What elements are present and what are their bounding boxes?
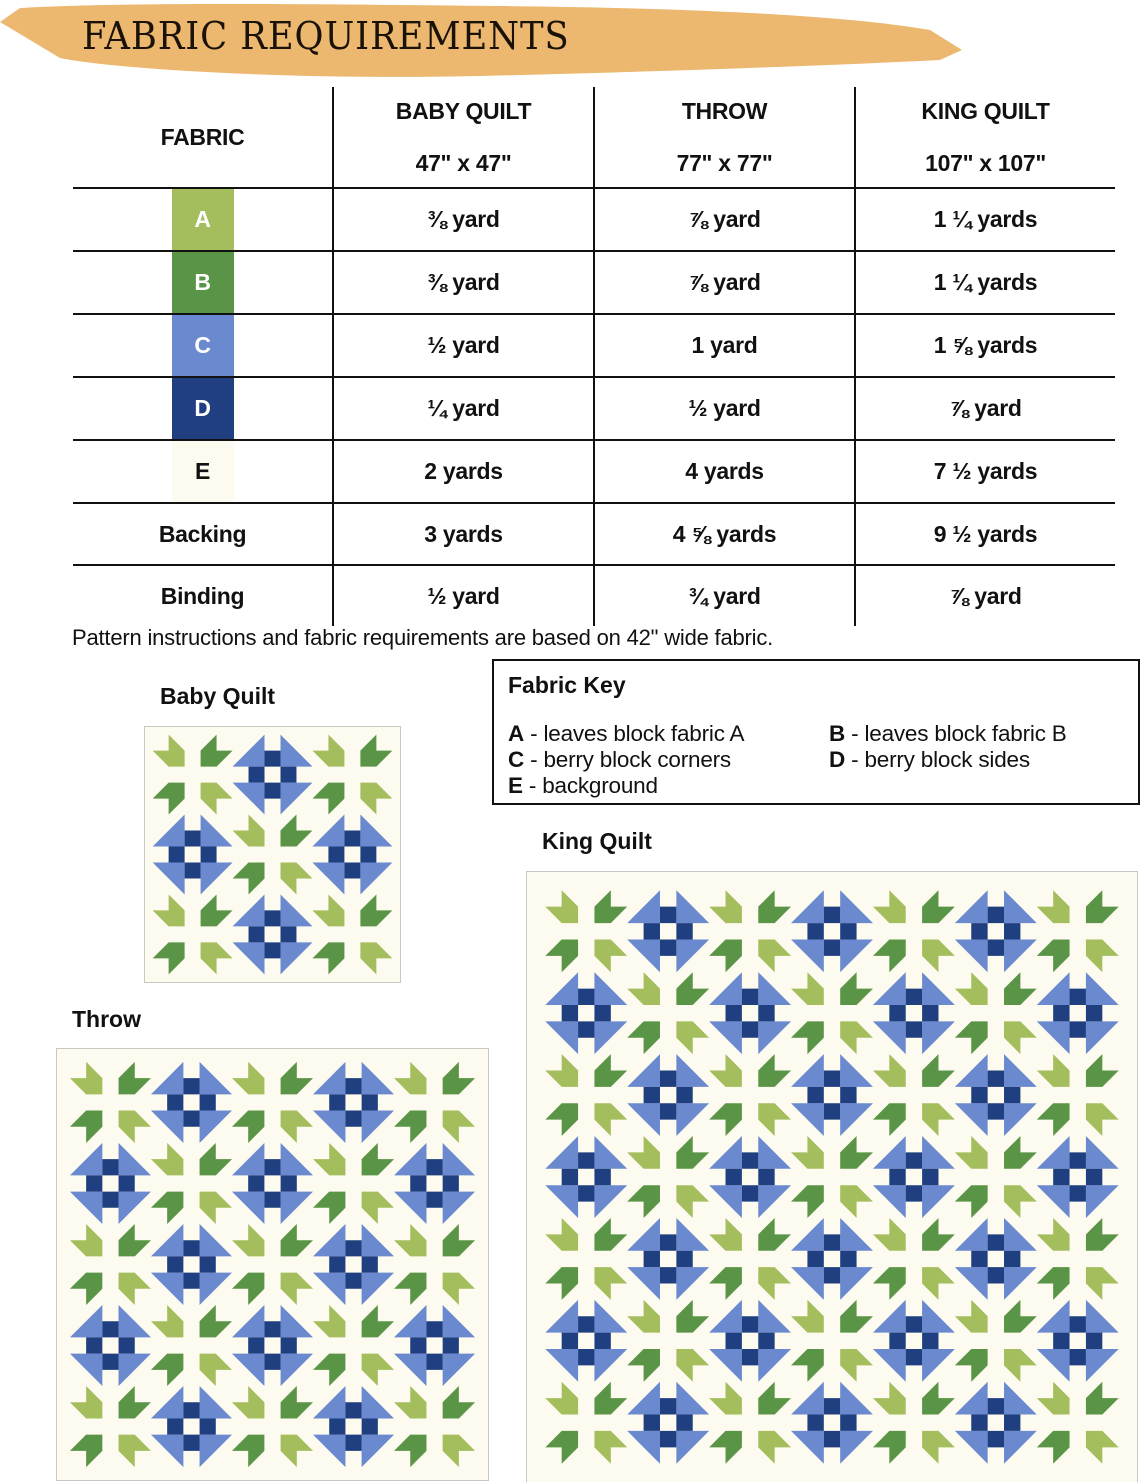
berry-side-square bbox=[86, 1175, 102, 1191]
berry-side-square bbox=[988, 907, 1004, 923]
berry-side-square bbox=[742, 1185, 758, 1201]
berry-side-square bbox=[644, 1251, 660, 1267]
fabric-swatch-c: C bbox=[172, 315, 234, 376]
yardage-cell: 1 ⅝ yards bbox=[855, 314, 1115, 377]
fabric-cell bbox=[73, 314, 333, 377]
berry-side-square bbox=[102, 1192, 118, 1208]
quilt-background bbox=[527, 872, 1137, 1482]
berry-side-square bbox=[840, 1251, 856, 1267]
yardage-cell: ⅞ yard bbox=[594, 188, 855, 251]
berry-side-square bbox=[840, 923, 856, 939]
berry-side-square bbox=[249, 767, 265, 783]
berry-side-square bbox=[1070, 1021, 1086, 1037]
berry-side-square bbox=[971, 1415, 987, 1431]
berry-side-square bbox=[281, 1175, 297, 1191]
table-row bbox=[73, 314, 1115, 377]
berry-side-square bbox=[906, 1349, 922, 1365]
berry-side-square bbox=[922, 1169, 938, 1185]
berry-side-square bbox=[676, 1415, 692, 1431]
yardage-cell: ½ yard bbox=[333, 314, 594, 377]
berry-side-square bbox=[265, 751, 281, 767]
berry-side-square bbox=[660, 1398, 676, 1414]
berry-side-square bbox=[328, 847, 344, 863]
key-item-d: D - berry block sides bbox=[829, 747, 1030, 772]
yardage-cell: ¼ yard bbox=[333, 377, 594, 440]
berry-side-square bbox=[200, 1256, 216, 1272]
berry-side-square bbox=[265, 910, 281, 926]
header-king bbox=[855, 87, 1115, 188]
yardage-cell: ½ yard bbox=[594, 377, 855, 440]
berry-side-square bbox=[102, 1354, 118, 1370]
berry-side-square bbox=[1086, 1169, 1102, 1185]
yardage-cell: ⅞ yard bbox=[855, 565, 1115, 626]
berry-side-square bbox=[676, 1251, 692, 1267]
header-throw bbox=[594, 87, 855, 188]
berry-side-square bbox=[280, 926, 296, 942]
baby-quilt-diagram bbox=[145, 727, 400, 982]
berry-side-square bbox=[1004, 923, 1020, 939]
berry-side-square bbox=[426, 1159, 442, 1175]
fabric-swatch-e: E bbox=[172, 441, 234, 502]
berry-side-square bbox=[1053, 1333, 1069, 1349]
berry-side-square bbox=[644, 923, 660, 939]
berry-side-square bbox=[329, 1094, 345, 1110]
berry-side-square bbox=[1070, 1316, 1086, 1332]
berry-side-square bbox=[264, 1159, 280, 1175]
berry-side-square bbox=[578, 1152, 594, 1168]
fabric-swatch-b: B bbox=[172, 252, 234, 313]
berry-side-square bbox=[742, 1021, 758, 1037]
berry-side-square bbox=[660, 1234, 676, 1250]
berry-side-square bbox=[824, 1234, 840, 1250]
king-quilt-diagram bbox=[527, 872, 1137, 1482]
header-baby bbox=[333, 87, 594, 188]
berry-side-square bbox=[102, 1159, 118, 1175]
berry-side-square bbox=[988, 939, 1004, 955]
fabric-cell bbox=[73, 251, 333, 314]
berry-side-square bbox=[345, 1078, 361, 1094]
berry-side-square bbox=[971, 1087, 987, 1103]
yardage-cell: 4 yards bbox=[594, 440, 855, 503]
berry-side-square bbox=[807, 923, 823, 939]
berry-side-square bbox=[988, 1234, 1004, 1250]
berry-side-square bbox=[345, 1402, 361, 1418]
yardage-cell: ⅜ yard bbox=[333, 188, 594, 251]
table-row bbox=[73, 377, 1115, 440]
berry-side-square bbox=[742, 989, 758, 1005]
berry-side-square bbox=[758, 1005, 774, 1021]
berry-side-square bbox=[906, 1021, 922, 1037]
berry-side-square bbox=[988, 1071, 1004, 1087]
berry-side-square bbox=[183, 1111, 199, 1127]
berry-side-square bbox=[660, 907, 676, 923]
yardage-cell: 3 yards bbox=[333, 503, 594, 565]
berry-side-square bbox=[344, 862, 360, 878]
berry-side-square bbox=[410, 1337, 426, 1353]
yardage-cell: ½ yard bbox=[333, 565, 594, 626]
berry-side-square bbox=[807, 1087, 823, 1103]
berry-side-square bbox=[249, 926, 265, 942]
fabric-swatch-d: D bbox=[172, 378, 234, 439]
berry-side-square bbox=[644, 1415, 660, 1431]
berry-side-square bbox=[1053, 1169, 1069, 1185]
berry-side-square bbox=[185, 831, 201, 847]
berry-side-square bbox=[265, 942, 281, 958]
berry-side-square bbox=[443, 1175, 459, 1191]
berry-side-square bbox=[824, 939, 840, 955]
berry-side-square bbox=[971, 923, 987, 939]
berry-side-square bbox=[183, 1435, 199, 1451]
berry-side-square bbox=[578, 1021, 594, 1037]
yardage-cell: 9 ½ yards bbox=[855, 503, 1115, 565]
berry-side-square bbox=[264, 1354, 280, 1370]
berry-side-square bbox=[1070, 989, 1086, 1005]
berry-side-square bbox=[758, 1333, 774, 1349]
yardage-cell: 4 ⅝ yards bbox=[594, 503, 855, 565]
berry-side-square bbox=[594, 1333, 610, 1349]
berry-side-square bbox=[248, 1175, 264, 1191]
berry-side-square bbox=[922, 1333, 938, 1349]
berry-side-square bbox=[200, 1418, 216, 1434]
berry-side-square bbox=[248, 1337, 264, 1353]
berry-side-square bbox=[578, 1349, 594, 1365]
berry-side-square bbox=[410, 1175, 426, 1191]
berry-side-square bbox=[824, 1398, 840, 1414]
berry-side-square bbox=[183, 1402, 199, 1418]
fabric-requirements-table bbox=[73, 87, 1115, 626]
column-size: 47" x 47" bbox=[415, 150, 512, 176]
berry-side-square bbox=[280, 767, 296, 783]
column-size: 77" x 77" bbox=[676, 150, 773, 176]
berry-side-square bbox=[562, 1169, 578, 1185]
berry-side-square bbox=[644, 1087, 660, 1103]
berry-side-square bbox=[426, 1321, 442, 1337]
yardage-cell: 2 yards bbox=[333, 440, 594, 503]
berry-side-square bbox=[988, 1431, 1004, 1447]
key-item-c: C - berry block corners bbox=[508, 747, 731, 772]
berry-side-square bbox=[676, 923, 692, 939]
fabric-width-note: Pattern instructions and fabric requirements are based on 42" wide fabric. bbox=[72, 625, 774, 650]
berry-side-square bbox=[360, 847, 376, 863]
berry-side-square bbox=[345, 1111, 361, 1127]
berry-side-square bbox=[824, 907, 840, 923]
fabric-key-title: Fabric Key bbox=[508, 672, 626, 698]
key-item-a: A - leaves block fabric A bbox=[508, 721, 745, 746]
berry-side-square bbox=[594, 1005, 610, 1021]
berry-side-square bbox=[906, 1185, 922, 1201]
column-name: THROW bbox=[681, 98, 768, 124]
key-item-e: E - background bbox=[508, 773, 658, 798]
berry-side-square bbox=[660, 1103, 676, 1119]
berry-side-square bbox=[1004, 1087, 1020, 1103]
berry-side-square bbox=[889, 1005, 905, 1021]
berry-side-square bbox=[169, 847, 185, 863]
table-row bbox=[73, 251, 1115, 314]
berry-side-square bbox=[265, 783, 281, 799]
berry-side-square bbox=[922, 1005, 938, 1021]
berry-side-square bbox=[345, 1273, 361, 1289]
fabric-swatch-a: A bbox=[172, 189, 234, 250]
berry-side-square bbox=[1053, 1005, 1069, 1021]
fabric-key bbox=[492, 659, 1140, 805]
column-name: KING QUILT bbox=[921, 98, 1050, 124]
yardage-cell: 1 ¼ yards bbox=[855, 251, 1115, 314]
table-row bbox=[73, 503, 1115, 565]
fabric-cell bbox=[73, 440, 333, 503]
berry-side-square bbox=[426, 1192, 442, 1208]
berry-side-square bbox=[578, 989, 594, 1005]
berry-side-square bbox=[660, 1267, 676, 1283]
fabric-cell bbox=[73, 188, 333, 251]
berry-side-square bbox=[889, 1169, 905, 1185]
berry-side-square bbox=[183, 1273, 199, 1289]
berry-side-square bbox=[345, 1240, 361, 1256]
header-fabric: FABRIC bbox=[160, 123, 245, 150]
berry-side-square bbox=[102, 1321, 118, 1337]
berry-side-square bbox=[807, 1415, 823, 1431]
yardage-cell: 7 ½ yards bbox=[855, 440, 1115, 503]
berry-side-square bbox=[562, 1333, 578, 1349]
berry-side-square bbox=[578, 1185, 594, 1201]
berry-side-square bbox=[840, 1087, 856, 1103]
berry-side-square bbox=[742, 1316, 758, 1332]
table-row bbox=[73, 188, 1115, 251]
berry-side-square bbox=[329, 1418, 345, 1434]
berry-side-square bbox=[742, 1152, 758, 1168]
berry-side-square bbox=[119, 1337, 135, 1353]
fabric-cell: Binding bbox=[73, 565, 333, 626]
berry-side-square bbox=[362, 1418, 378, 1434]
berry-side-square bbox=[988, 1103, 1004, 1119]
yardage-cell: ⅞ yard bbox=[855, 377, 1115, 440]
berry-side-square bbox=[758, 1169, 774, 1185]
table-row bbox=[73, 440, 1115, 503]
column-name: BABY QUILT bbox=[395, 98, 532, 124]
berry-side-square bbox=[824, 1431, 840, 1447]
berry-side-square bbox=[726, 1333, 742, 1349]
berry-side-square bbox=[660, 1431, 676, 1447]
berry-side-square bbox=[988, 1267, 1004, 1283]
yardage-cell: 1 yard bbox=[594, 314, 855, 377]
berry-side-square bbox=[971, 1251, 987, 1267]
berry-side-square bbox=[1070, 1349, 1086, 1365]
king-quilt-label: King Quilt bbox=[542, 828, 652, 854]
berry-side-square bbox=[660, 1071, 676, 1087]
berry-side-square bbox=[443, 1337, 459, 1353]
berry-side-square bbox=[167, 1094, 183, 1110]
berry-side-square bbox=[362, 1256, 378, 1272]
berry-side-square bbox=[1086, 1333, 1102, 1349]
berry-side-square bbox=[840, 1415, 856, 1431]
berry-side-square bbox=[594, 1169, 610, 1185]
berry-side-square bbox=[578, 1316, 594, 1332]
berry-side-square bbox=[426, 1354, 442, 1370]
berry-side-square bbox=[562, 1005, 578, 1021]
berry-side-square bbox=[200, 1094, 216, 1110]
key-item-b: B - leaves block fabric B bbox=[829, 721, 1067, 746]
berry-side-square bbox=[329, 1256, 345, 1272]
berry-side-square bbox=[824, 1267, 840, 1283]
berry-side-square bbox=[1070, 1185, 1086, 1201]
berry-side-square bbox=[906, 1316, 922, 1332]
berry-side-square bbox=[344, 831, 360, 847]
berry-side-square bbox=[119, 1175, 135, 1191]
column-size: 107" x 107" bbox=[925, 150, 1046, 176]
berry-side-square bbox=[345, 1435, 361, 1451]
berry-side-square bbox=[676, 1087, 692, 1103]
berry-side-square bbox=[906, 989, 922, 1005]
table-row bbox=[73, 565, 1115, 626]
berry-side-square bbox=[1004, 1415, 1020, 1431]
berry-side-square bbox=[824, 1071, 840, 1087]
berry-side-square bbox=[660, 939, 676, 955]
fabric-cell bbox=[73, 377, 333, 440]
yardage-cell: ¾ yard bbox=[594, 565, 855, 626]
yardage-cell: 1 ¼ yards bbox=[855, 188, 1115, 251]
berry-side-square bbox=[807, 1251, 823, 1267]
berry-side-square bbox=[183, 1240, 199, 1256]
berry-side-square bbox=[1070, 1152, 1086, 1168]
berry-side-square bbox=[183, 1078, 199, 1094]
berry-side-square bbox=[264, 1321, 280, 1337]
berry-side-square bbox=[889, 1333, 905, 1349]
baby-quilt-label: Baby Quilt bbox=[160, 683, 276, 709]
page-title: FABRIC REQUIREMENTS bbox=[82, 14, 570, 58]
berry-side-square bbox=[86, 1337, 102, 1353]
fabric-cell: Backing bbox=[73, 503, 333, 565]
yardage-cell: ⅜ yard bbox=[333, 251, 594, 314]
berry-side-square bbox=[906, 1152, 922, 1168]
berry-side-square bbox=[362, 1094, 378, 1110]
berry-side-square bbox=[185, 862, 201, 878]
berry-side-square bbox=[726, 1169, 742, 1185]
berry-side-square bbox=[167, 1418, 183, 1434]
berry-side-square bbox=[824, 1103, 840, 1119]
yardage-cell: ⅞ yard bbox=[594, 251, 855, 314]
table-header-row bbox=[73, 87, 1115, 188]
berry-side-square bbox=[1086, 1005, 1102, 1021]
berry-side-square bbox=[1004, 1251, 1020, 1267]
berry-side-square bbox=[167, 1256, 183, 1272]
berry-side-square bbox=[988, 1398, 1004, 1414]
berry-side-square bbox=[742, 1349, 758, 1365]
throw-quilt-diagram bbox=[57, 1049, 488, 1480]
berry-side-square bbox=[726, 1005, 742, 1021]
berry-side-square bbox=[264, 1192, 280, 1208]
berry-side-square bbox=[281, 1337, 297, 1353]
berry-side-square bbox=[201, 847, 217, 863]
throw-label: Throw bbox=[72, 1006, 141, 1032]
